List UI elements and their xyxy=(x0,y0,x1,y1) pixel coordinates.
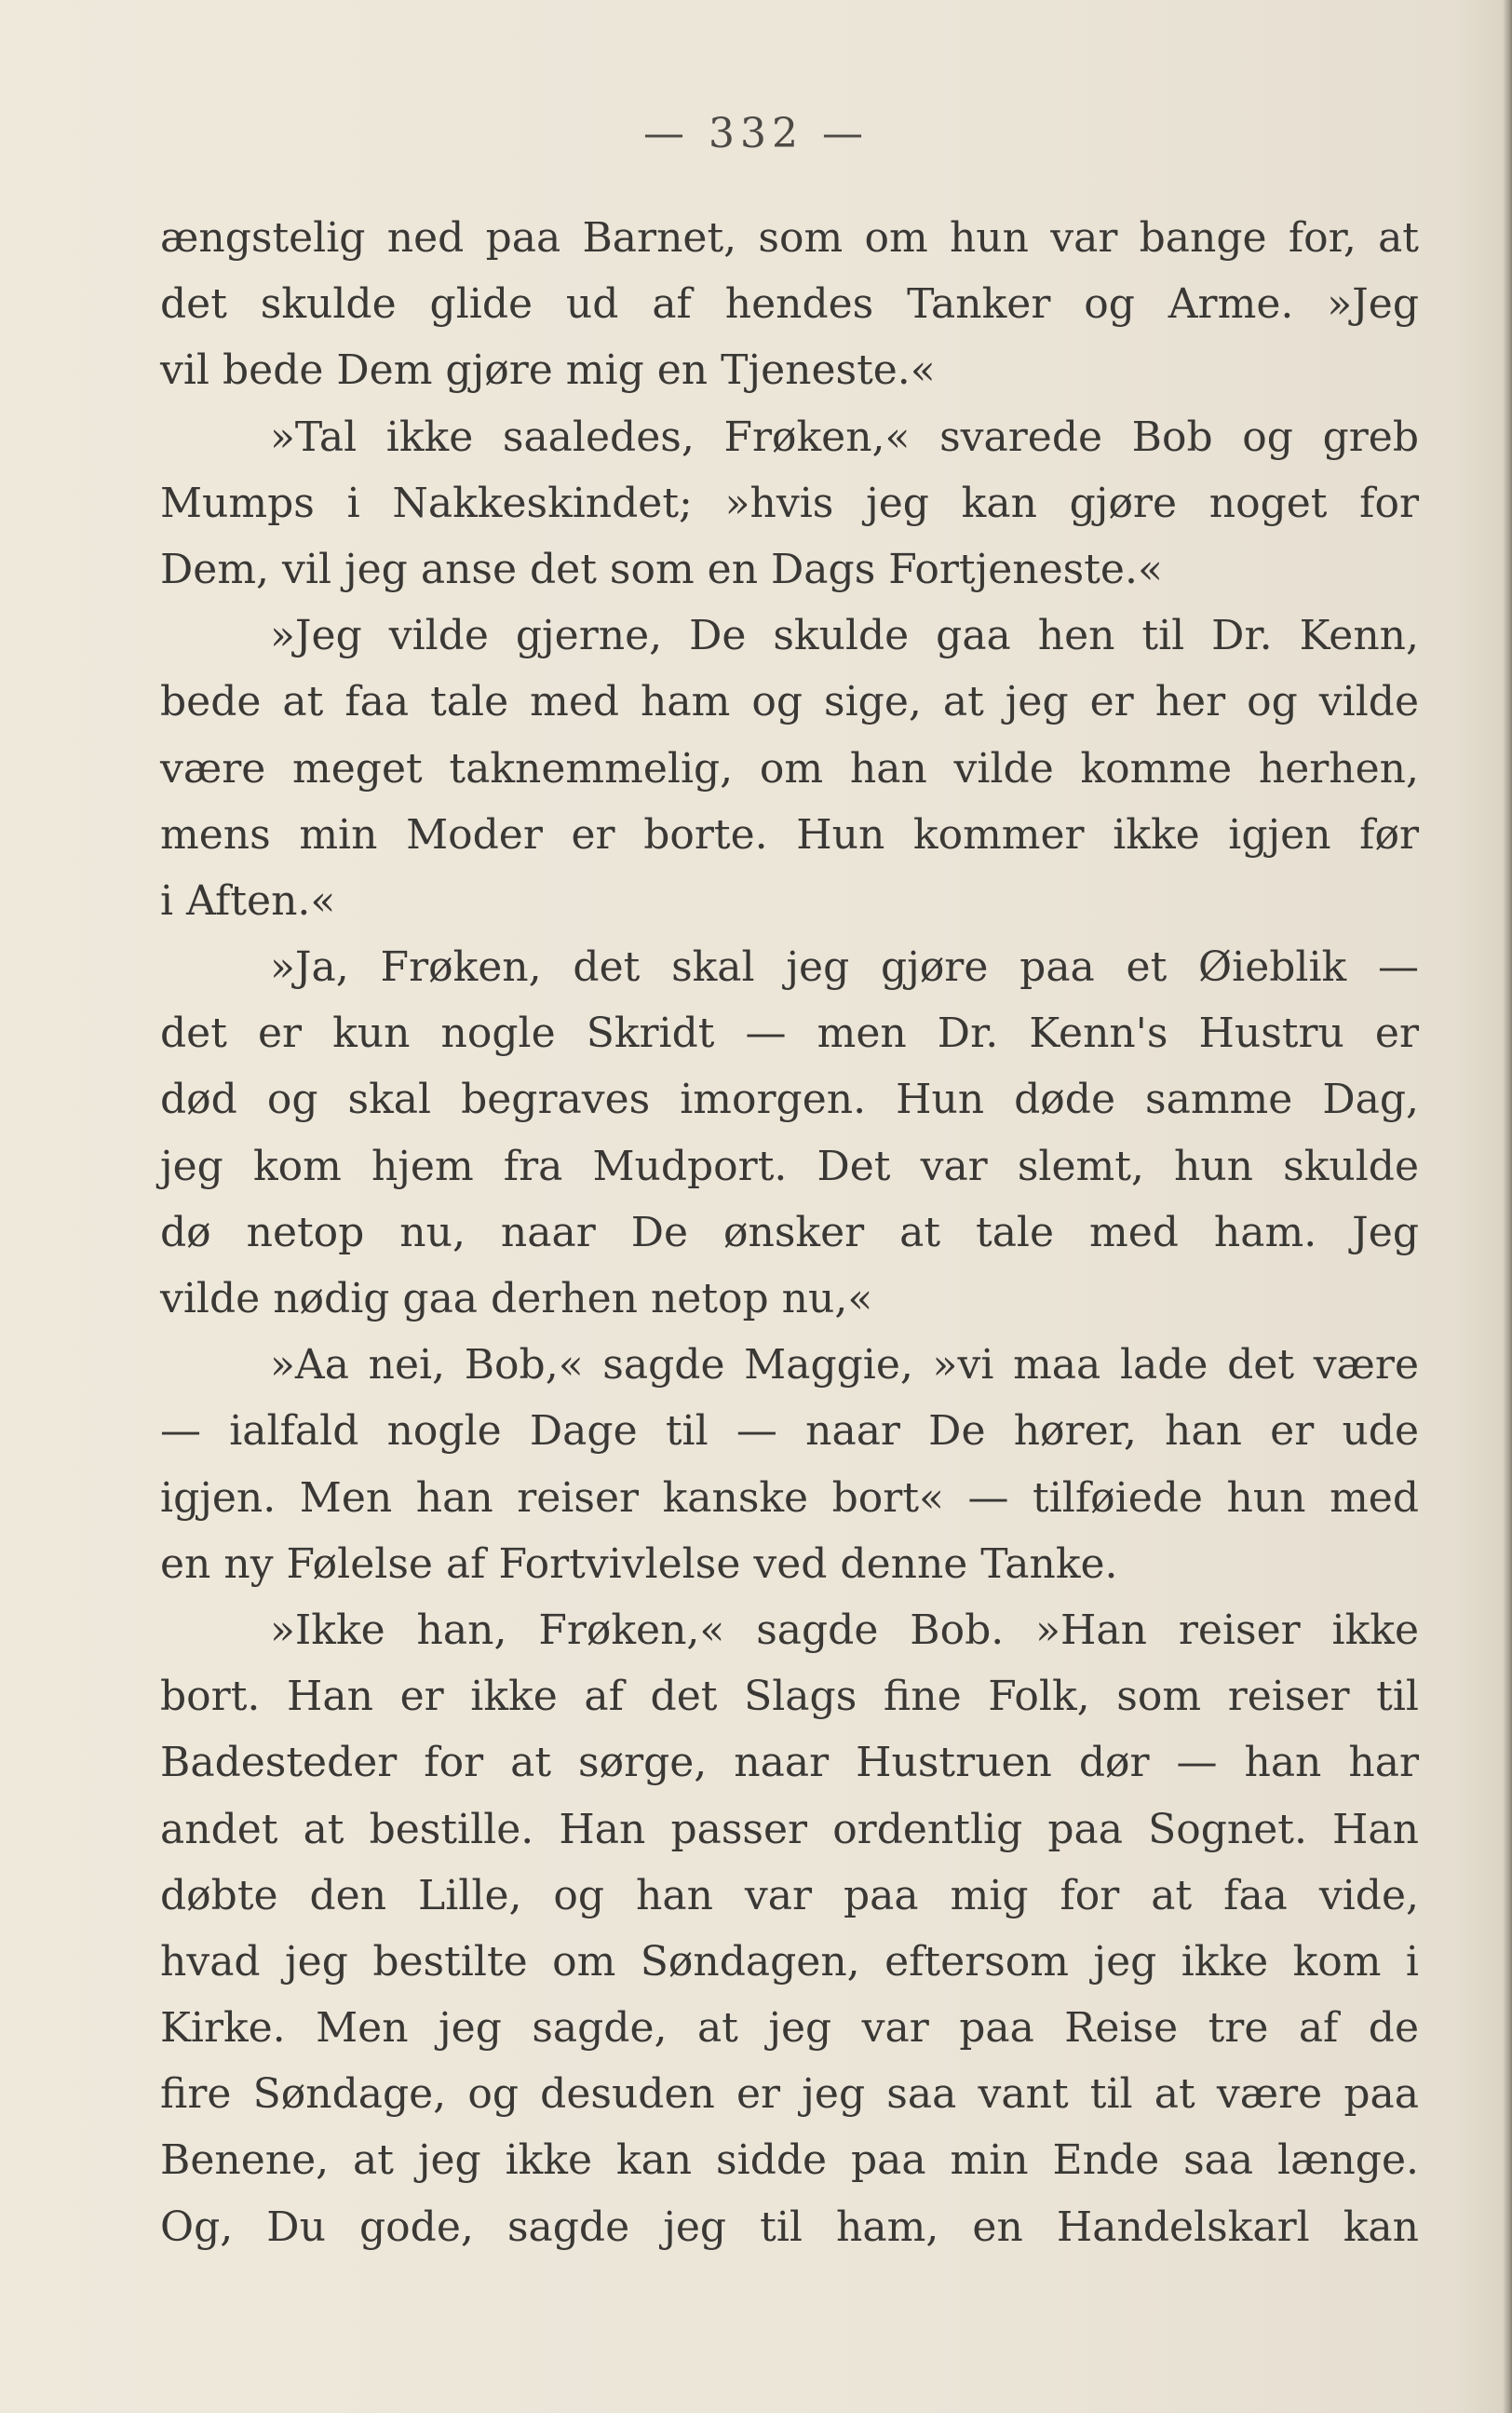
body-text xyxy=(160,205,1419,2260)
text-line: det skulde glide ud af hendes Tanker og Arme. »Jeg xyxy=(160,280,1419,329)
text-line: »Ja, Frøken, det skal jeg gjøre paa et Øieblik — xyxy=(270,943,1419,992)
text-line: — ialfald nogle Dage til — naar De hører, han er ude xyxy=(160,1407,1419,1456)
text-line: mens min Moder er borte. Hun kommer ikke igjen før xyxy=(160,810,1419,859)
text-line: Benene, at jeg ikke kan sidde paa min Ende saa længe. xyxy=(160,2136,1419,2185)
text-line: døbte den Lille, og han var paa mig for at faa vide, xyxy=(160,1871,1419,1919)
page-edge-shadow xyxy=(1503,0,1512,2413)
text-line: vilde nødig gaa derhen netop nu,« xyxy=(160,1275,873,1322)
text-line: Kirke. Men jeg sagde, at jeg var paa Reise tre af de xyxy=(160,2004,1419,2053)
text-line: død og skal begraves imorgen. Hun døde samme Dag, xyxy=(160,1076,1419,1124)
text-line: bort. Han er ikke af det Slags fine Folk, som reiser til xyxy=(160,1673,1419,1721)
text-line: Badesteder for at sørge, naar Hustruen dør — han har xyxy=(160,1739,1419,1787)
text-line: være meget taknemmelig, om han vilde komme herhen, xyxy=(160,744,1419,793)
text-line: Mumps i Nakkeskindet; »hvis jeg kan gjøre noget for xyxy=(160,479,1419,527)
text-line: igjen. Men han reiser kanske bort« — tilføiede hun med xyxy=(160,1473,1419,1522)
text-line: det er kun nogle Skridt — men Dr. Kenn's Hustru er xyxy=(160,1010,1419,1058)
text-line: »Aa nei, Bob,« sagde Maggie, »vi maa lade det være xyxy=(270,1341,1419,1390)
text-line: »Ikke han, Frøken,« sagde Bob. »Han reiser ikke xyxy=(270,1606,1419,1654)
text-line: »Jeg vilde gjerne, De skulde gaa hen til Dr. Kenn, xyxy=(270,612,1419,660)
text-line: en ny Følelse af Fortvivlelse ved denne Tanke. xyxy=(160,1539,1118,1588)
text-line: dø netop nu, naar De ønsker at tale med ham. Jeg xyxy=(160,1208,1419,1256)
text-line: vil bede Dem gjøre mig en Tjeneste.« xyxy=(160,346,936,395)
text-line: »Tal ikke saaledes, Frøken,« svarede Bob og greb xyxy=(270,413,1419,461)
text-line: hvad jeg bestilte om Søndagen, eftersom jeg ikke kom i xyxy=(160,1937,1419,1986)
text-line: bede at faa tale med ham og sige, at jeg er her og vilde xyxy=(160,678,1419,726)
text-line: ængstelig ned paa Barnet, som om hun var bange for, at xyxy=(160,214,1419,262)
text-line: i Aften.« xyxy=(160,876,336,925)
text-line: Og, Du gode, sagde jeg til ham, en Handelskarl kan xyxy=(160,2203,1419,2251)
page-number: — 332 — xyxy=(643,110,869,157)
text-line: jeg kom hjem fra Mudport. Det var slemt, hun skulde xyxy=(160,1142,1419,1190)
text-line: andet at bestille. Han passer ordentlig paa Sognet. Han xyxy=(160,1805,1419,1853)
text-line: Dem, vil jeg anse det som en Dags Fortjeneste.« xyxy=(160,545,1163,593)
text-line: fire Søndage, og desuden er jeg saa vant til at være paa xyxy=(160,2070,1419,2119)
